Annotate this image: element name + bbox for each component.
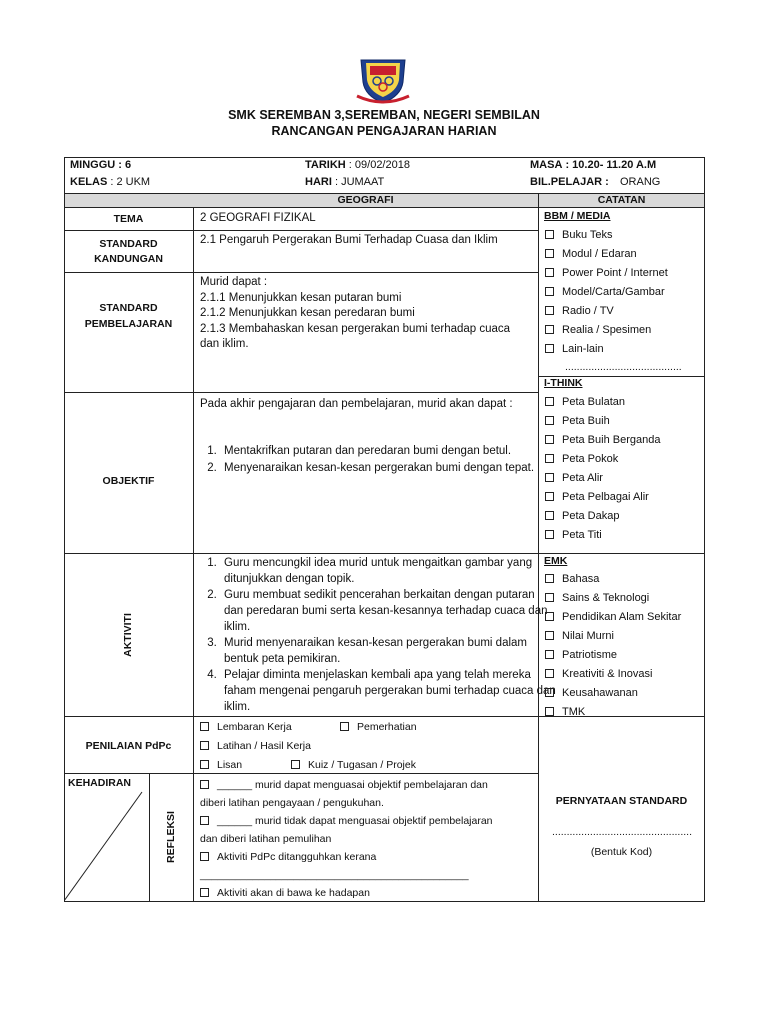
checkbox[interactable]	[545, 344, 554, 353]
checkbox[interactable]	[200, 722, 209, 731]
school-name: SMK SEREMBAN 3,SEREMBAN, NEGERI SEMBILAN	[228, 108, 540, 122]
emk-item[interactable]: Nilai Murni	[545, 627, 681, 646]
standard-kandungan-label: STANDARD KANDUNGAN	[94, 238, 163, 265]
list-item: 3. Murid menyenaraikan kesan-kesan pergerakan bumi dalam bentuk peta pemikiran.	[220, 635, 556, 667]
checkbox[interactable]	[545, 612, 554, 621]
ithink-item[interactable]: Peta Pelbagai Alir	[545, 488, 660, 507]
emk-item[interactable]: Patriotisme	[545, 646, 681, 665]
checkbox[interactable]	[545, 492, 554, 501]
checkbox[interactable]	[291, 760, 300, 769]
pernyataan-standard-title: PERNYATAAN STANDARD	[555, 795, 688, 807]
hari-label: HARI	[305, 176, 332, 188]
emk-item[interactable]: TMK	[545, 703, 681, 722]
objektif-label: OBJEKTIF	[102, 475, 155, 487]
checkbox[interactable]	[545, 593, 554, 602]
emk-item[interactable]: Kreativiti & Inovasi	[545, 665, 681, 684]
checkbox[interactable]	[200, 741, 209, 750]
column-catatan: CATATAN	[597, 194, 646, 206]
checkbox[interactable]	[545, 287, 554, 296]
tema-value: 2 GEOGRAFI FIZIKAL	[200, 212, 316, 224]
bil-pelajar-label: BIL.PELAJAR :	[530, 176, 609, 188]
bbm-title: BBM / MEDIA	[544, 210, 611, 222]
checkbox[interactable]	[545, 249, 554, 258]
option-pemerhatian[interactable]: Pemerhatian	[340, 721, 417, 733]
school-crest-logo	[355, 56, 411, 106]
checkbox[interactable]	[200, 852, 209, 861]
refleksi-line-2[interactable]: ______ murid tidak dapat menguasai objektif pembelajaran	[200, 812, 535, 830]
objektif-list	[196, 443, 550, 476]
checkbox[interactable]	[545, 230, 554, 239]
option-latihan[interactable]: Latihan / Hasil Kerja	[200, 740, 311, 752]
kelas-label: KELAS	[70, 176, 108, 188]
ithink-item[interactable]: Peta Titi	[545, 526, 660, 545]
checkbox[interactable]	[545, 306, 554, 315]
checkbox[interactable]	[545, 473, 554, 482]
checkbox[interactable]	[545, 325, 554, 334]
bbm-item[interactable]: Radio / TV	[545, 302, 668, 321]
list-item: 4. Pelajar diminta menjelaskan kembali apa yang telah mereka faham mengenai pengaruh pergerakan bumi terhadap cuaca dan iklim.	[220, 667, 556, 715]
list-item: 1. Guru mencungkil idea murid untuk mengaitkan gambar yang ditunjukkan dengan topik.	[220, 555, 556, 587]
kehadiran-label: KEHADIRAN	[68, 777, 131, 789]
bbm-item[interactable]: Realia / Spesimen	[545, 321, 668, 340]
checkbox[interactable]	[545, 435, 554, 444]
kehadiran-diagonal	[64, 790, 150, 902]
bentuk-kod: (Bentuk Kod)	[590, 846, 653, 858]
bbm-dots: ........................................	[565, 361, 682, 373]
checkbox[interactable]	[200, 816, 209, 825]
checkbox[interactable]	[545, 454, 554, 463]
bbm-list	[545, 226, 668, 359]
bbm-item[interactable]: Buku Teks	[545, 226, 668, 245]
refleksi-blank: ______________________________________________	[200, 869, 469, 881]
refleksi-line-1[interactable]: ______ murid dapat menguasai objektif pembelajaran dan	[200, 776, 535, 794]
checkbox[interactable]	[545, 707, 554, 716]
pernyataan-dots: ................................................	[551, 826, 693, 838]
ithink-item[interactable]: Peta Bulatan	[545, 393, 660, 412]
column-geografi: GEOGRAFI	[337, 194, 394, 206]
tarikh-value: : 09/02/2018	[348, 159, 410, 171]
emk-title: EMK	[544, 555, 568, 567]
list-item: 2. Guru membuat sedikit pencerahan berkaitan dengan putaran dan peredaran bumi serta kesan-kesannya terhadap cuaca dan iklim.	[220, 587, 556, 635]
aktiviti-list	[196, 555, 556, 715]
bil-pelajar-value: ORANG	[620, 176, 661, 188]
ithink-item[interactable]: Peta Buih	[545, 412, 660, 431]
option-lembaran-kerja[interactable]: Lembaran Kerja	[200, 721, 292, 733]
emk-item[interactable]: Sains & Teknologi	[545, 589, 681, 608]
refleksi-line-2b: dan diberi latihan pemulihan	[200, 833, 332, 845]
checkbox[interactable]	[545, 397, 554, 406]
ithink-item[interactable]: Peta Dakap	[545, 507, 660, 526]
standard-kandungan-value: 2.1 Pengaruh Pergerakan Bumi Terhadap Cuasa dan Iklim	[200, 234, 498, 246]
refleksi-label-cell	[149, 773, 193, 901]
kelas-value: : 2 UKM	[110, 176, 151, 188]
checkbox[interactable]	[545, 669, 554, 678]
objektif-intro: Pada akhir pengajaran dan pembelajaran, murid akan dapat :	[200, 398, 513, 410]
refleksi-label: REFLEKSI	[165, 811, 177, 863]
checkbox[interactable]	[545, 574, 554, 583]
emk-item[interactable]: Keusahawanan	[545, 684, 681, 703]
option-lisan[interactable]: Lisan	[200, 759, 242, 771]
refleksi-line-3[interactable]: Aktiviti PdPc ditangguhkan kerana	[200, 848, 535, 866]
hari-value: : JUMAAT	[334, 176, 385, 188]
ithink-item[interactable]: Peta Buih Berganda	[545, 431, 660, 450]
bbm-item[interactable]: Power Point / Internet	[545, 264, 668, 283]
checkbox[interactable]	[545, 530, 554, 539]
emk-item[interactable]: Bahasa	[545, 570, 681, 589]
list-item: 2. Menyenaraikan kesan-kesan pergerakan bumi dengan tepat.	[220, 460, 550, 477]
checkbox[interactable]	[545, 416, 554, 425]
bbm-item[interactable]: Lain-lain	[545, 340, 668, 359]
checkbox[interactable]	[545, 511, 554, 520]
checkbox[interactable]	[545, 650, 554, 659]
standard-pembelajaran-content: Murid dapat : 2.1.1 Menunjukkan kesan putaran bumi 2.1.2 Menunjukkan kesan peredaran bumi 2.1.3 Membahaskan kesan pergerakan bumi terhadap cuaca dan iklim.	[200, 276, 511, 350]
emk-item[interactable]: Pendidikan Alam Sekitar	[545, 608, 681, 627]
checkbox[interactable]	[340, 722, 349, 731]
minggu: MINGGU : 6	[70, 159, 132, 171]
checkbox[interactable]	[200, 760, 209, 769]
refleksi-content	[200, 776, 535, 902]
tarikh-label: TARIKH	[305, 159, 346, 171]
ithink-title: I-THINK	[544, 377, 583, 389]
bbm-item[interactable]: Model/Carta/Gambar	[545, 283, 668, 302]
option-kuiz[interactable]: Kuiz / Tugasan / Projek	[291, 759, 416, 771]
checkbox[interactable]	[545, 688, 554, 697]
ithink-item[interactable]: Peta Alir	[545, 469, 660, 488]
page-title: RANCANGAN PENGAJARAN HARIAN	[271, 124, 497, 138]
aktiviti-label-cell	[64, 553, 193, 716]
masa-label: MASA	[530, 159, 563, 171]
tema-label: TEMA	[113, 213, 144, 225]
bbm-item[interactable]: Modul / Edaran	[545, 245, 668, 264]
masa-value: : 10.20- 11.20 A.M	[565, 159, 657, 171]
checkbox[interactable]	[200, 888, 209, 897]
checkbox[interactable]	[545, 268, 554, 277]
emk-list	[545, 570, 681, 722]
aktiviti-label: AKTIVITI	[122, 613, 134, 657]
refleksi-line-1b: diberi latihan pengayaan / pengukuhan.	[200, 797, 384, 809]
ithink-list	[545, 393, 660, 545]
list-item: 1. Mentakrifkan putaran dan peredaran bumi dengan betul.	[220, 443, 550, 460]
refleksi-line-4[interactable]: Aktiviti akan di bawa ke hadapan	[200, 884, 535, 902]
standard-pembelajaran-label: STANDARD PEMBELAJARAN	[84, 302, 173, 330]
checkbox[interactable]	[200, 780, 209, 789]
checkbox[interactable]	[545, 631, 554, 640]
penilaian-label: PENILAIAN PdPc	[85, 740, 172, 752]
ithink-item[interactable]: Peta Pokok	[545, 450, 660, 469]
